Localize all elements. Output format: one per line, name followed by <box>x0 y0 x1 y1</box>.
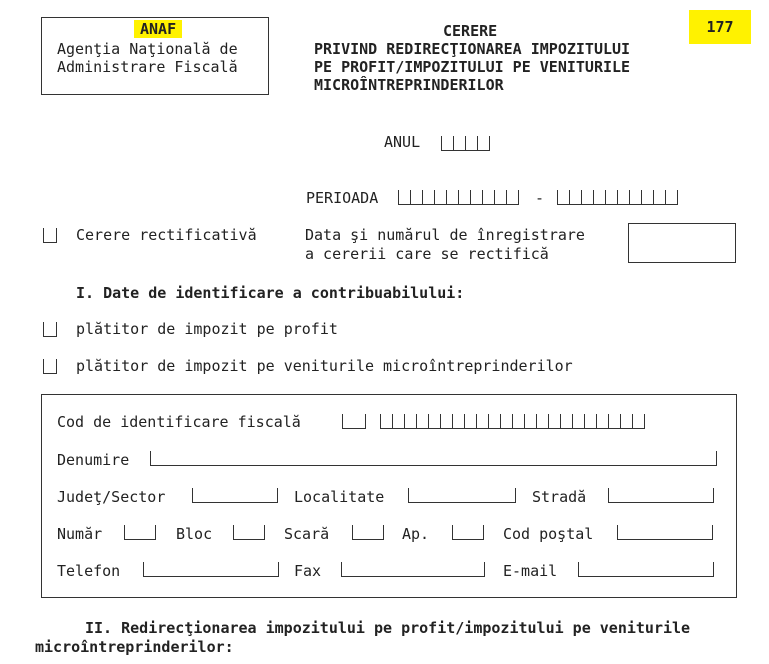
block-label: Bloc <box>176 525 213 543</box>
city-label: Localitate <box>294 488 385 506</box>
cif-label: Cod de identificare fiscală <box>57 413 301 431</box>
name-label: Denumire <box>57 451 130 469</box>
rectification-ref-input[interactable] <box>628 223 736 263</box>
title-line3: PE PROFIT/IMPOZITULUI PE VENITURILE <box>314 58 631 76</box>
email-label: E-mail <box>503 562 558 580</box>
street-label: Stradă <box>532 488 587 506</box>
form-number: 177 <box>689 10 751 44</box>
rectification-ref-label2: a cererii care se rectifică <box>305 245 549 263</box>
period-end-input[interactable] <box>557 190 678 205</box>
phone-label: Telefon <box>57 562 121 580</box>
email-input[interactable] <box>578 562 714 577</box>
section2-title-line2: microîntreprinderilor: <box>35 638 234 656</box>
cif-prefix-input[interactable] <box>342 414 366 429</box>
number-label: Număr <box>57 525 103 543</box>
stair-input[interactable] <box>352 525 384 540</box>
fax-input[interactable] <box>341 562 485 577</box>
year-input[interactable] <box>441 136 490 151</box>
phone-input[interactable] <box>143 562 279 577</box>
profit-tax-label: plătitor de impozit pe profit <box>76 320 338 338</box>
name-input[interactable] <box>150 451 717 466</box>
rectification-label: Cerere rectificativă <box>76 226 257 244</box>
authority-line2: Administrare Fiscală <box>57 58 238 76</box>
county-input[interactable] <box>192 488 278 503</box>
profit-tax-checkbox[interactable] <box>43 322 57 337</box>
number-input[interactable] <box>124 525 156 540</box>
micro-tax-checkbox[interactable] <box>43 359 57 374</box>
county-label: Judeţ/Sector <box>57 488 166 506</box>
apt-input[interactable] <box>452 525 484 540</box>
title-line2: PRIVIND REDIRECŢIONAREA IMPOZITULUI <box>314 40 631 58</box>
period-start-input[interactable] <box>398 190 519 205</box>
authority-abbr: ANAF <box>134 20 182 38</box>
period-separator: - <box>535 189 545 207</box>
title-line4: MICROÎNTREPRINDERILOR <box>314 76 504 94</box>
stair-label: Scară <box>284 525 330 543</box>
micro-tax-label: plătitor de impozit pe veniturile microîntreprinderilor <box>76 357 573 375</box>
rectification-ref-label1: Data şi numărul de înregistrare <box>305 226 585 244</box>
section1-title: I. Date de identificare a contribuabilului: <box>76 284 465 302</box>
block-input[interactable] <box>233 525 265 540</box>
authority-line1: Agenţia Naţională de <box>57 40 238 58</box>
city-input[interactable] <box>408 488 516 503</box>
fax-label: Fax <box>294 562 322 580</box>
cif-input[interactable] <box>380 414 645 429</box>
apt-label: Ap. <box>402 525 430 543</box>
period-label: PERIOADA <box>306 189 379 207</box>
street-input[interactable] <box>608 488 714 503</box>
postal-input[interactable] <box>617 525 713 540</box>
year-label: ANUL <box>384 133 421 151</box>
section2-title-line1: II. Redirecţionarea impozitului pe profit/impozitului pe veniturile <box>85 619 691 637</box>
title-line1: CERERE <box>443 22 498 40</box>
rectification-checkbox[interactable] <box>43 228 57 243</box>
postal-label: Cod poştal <box>503 525 594 543</box>
